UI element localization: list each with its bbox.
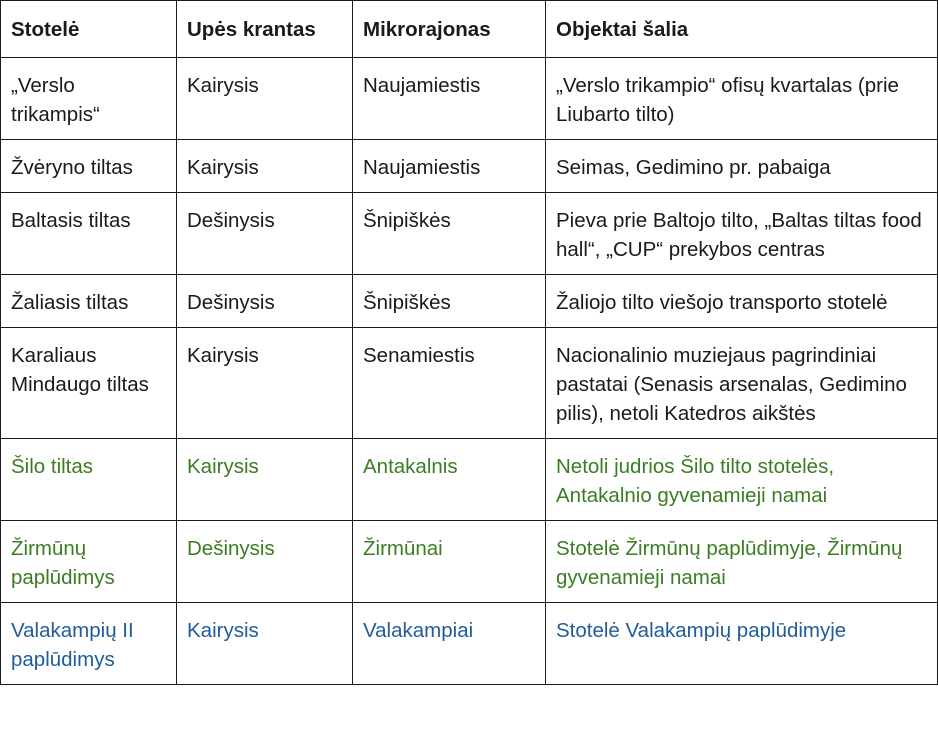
cell-district: Žirmūnai [353,521,546,603]
cell-nearby-objects: Žaliojo tilto viešojo transporto stotelė [546,275,938,328]
cell-river-bank: Kairysis [177,58,353,140]
table-row [1,193,938,275]
header-nearby-objects: Objektai šalia [546,1,938,58]
cell-stop: Žvėryno tiltas [1,140,177,193]
header-row [1,1,938,58]
cell-stop: Žirmūnų paplūdimys [1,521,177,603]
table-row-highlighted-green [1,521,938,603]
cell-district: Senamiestis [353,328,546,439]
cell-stop: „Verslo trikampis“ [1,58,177,140]
cell-stop: Karaliaus Mindaugo tiltas [1,328,177,439]
table-row [1,140,938,193]
table-row [1,328,938,439]
cell-river-bank: Kairysis [177,140,353,193]
cell-river-bank: Dešinysis [177,521,353,603]
header-district: Mikrorajonas [353,1,546,58]
table-row-highlighted-blue [1,603,938,685]
cell-river-bank: Kairysis [177,439,353,521]
cell-stop: Valakampių II paplūdimys [1,603,177,685]
cell-nearby-objects: Stotelė Valakampių paplūdimyje [546,603,938,685]
cell-nearby-objects: Seimas, Gedimino pr. pabaiga [546,140,938,193]
header-river-bank: Upės krantas [177,1,353,58]
cell-nearby-objects: Netoli judrios Šilo tilto stotelės, Antakalnio gyvenamieji namai [546,439,938,521]
cell-district: Šnipiškės [353,193,546,275]
cell-nearby-objects: Nacionalinio muziejaus pagrindiniai pastatai (Senasis arsenalas, Gedimino pilis), netoli Katedros aikštės [546,328,938,439]
table-row-highlighted-green [1,439,938,521]
cell-river-bank: Dešinysis [177,275,353,328]
cell-nearby-objects: Pieva prie Baltojo tilto, „Baltas tiltas food hall“, „CUP“ prekybos centras [546,193,938,275]
cell-district: Naujamiestis [353,58,546,140]
table-row [1,58,938,140]
cell-stop: Šilo tiltas [1,439,177,521]
cell-river-bank: Kairysis [177,603,353,685]
cell-district: Šnipiškės [353,275,546,328]
cell-river-bank: Dešinysis [177,193,353,275]
header-stop: Stotelė [1,1,177,58]
table-row [1,275,938,328]
cell-district: Naujamiestis [353,140,546,193]
cell-river-bank: Kairysis [177,328,353,439]
cell-nearby-objects: „Verslo trikampio“ ofisų kvartalas (prie Liubarto tilto) [546,58,938,140]
cell-nearby-objects: Stotelė Žirmūnų paplūdimyje, Žirmūnų gyvenamieji namai [546,521,938,603]
cell-district: Valakampiai [353,603,546,685]
cell-district: Antakalnis [353,439,546,521]
cell-stop: Žaliasis tiltas [1,275,177,328]
cell-stop: Baltasis tiltas [1,193,177,275]
